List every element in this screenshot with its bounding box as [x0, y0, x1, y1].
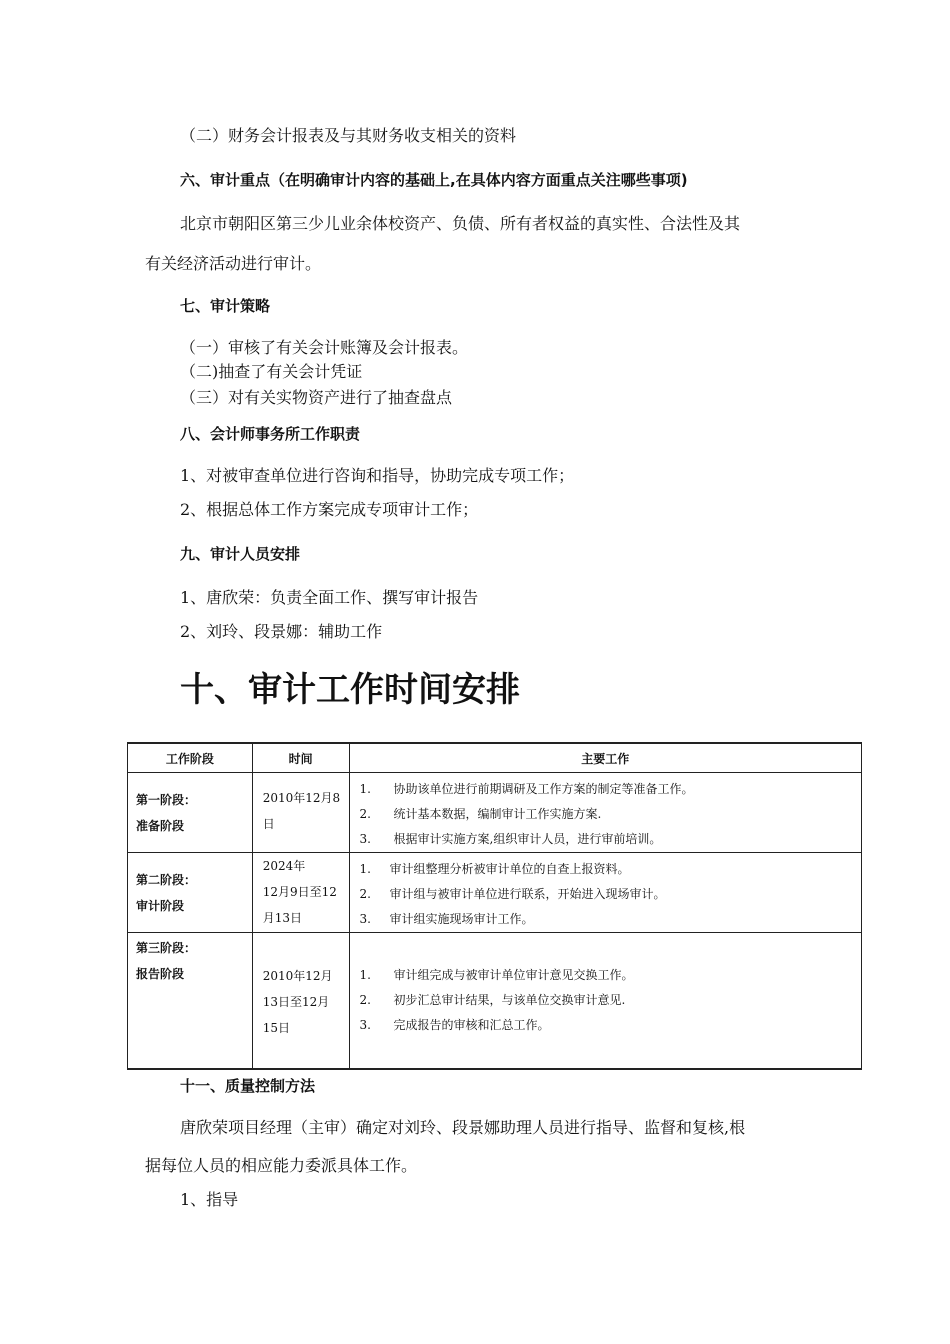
- table-row: [128, 853, 862, 933]
- item-number: 3.: [359, 1018, 371, 1032]
- time-text: 2010年12月: [262, 969, 333, 983]
- time-text: 日: [262, 817, 275, 831]
- paragraph-quality-1: 唐欣荣项目经理（主审）确定对刘玲、段景娜助理人员进行指导、监督和复核,根: [180, 1118, 746, 1137]
- duty-item-1: 1、对被审查单位进行咨询和指导，协助完成专项工作；: [180, 466, 575, 485]
- time-cell: [252, 853, 349, 933]
- item-text: 统计基本数据，编制审计工作实施方案.: [393, 807, 602, 821]
- list-item: [360, 1013, 861, 1038]
- list-item: [360, 963, 861, 988]
- stage-cell: [128, 773, 253, 853]
- item-text: 完成报告的审核和汇总工作。: [393, 1018, 550, 1032]
- time-text: 15日: [262, 1021, 290, 1035]
- heading-quality-control: 十一、质量控制方法: [180, 1077, 316, 1095]
- list-item: [360, 907, 861, 932]
- time-text: 2010年12月8: [262, 791, 341, 805]
- item-number: 3.: [359, 912, 371, 926]
- item-text: 审计组与被审计单位进行联系，开始进入现场审计。: [389, 887, 666, 901]
- schedule-table: [127, 742, 862, 1070]
- stage-label: 第二阶段：: [136, 873, 197, 887]
- work-cell: [349, 853, 861, 933]
- time-text: 13日至12月: [262, 995, 330, 1009]
- item-text: 初步汇总审计结果，与该单位交换审计意见.: [393, 993, 626, 1007]
- list-item: [360, 988, 861, 1013]
- list-item: [360, 802, 861, 827]
- heading-schedule: 十、审计工作时间安排: [180, 670, 520, 710]
- quality-item-1: 1、指导: [180, 1190, 239, 1209]
- list-item: [360, 857, 861, 882]
- time-cell: [252, 933, 349, 1069]
- duty-item-2: 2、根据总体工作方案完成专项审计工作；: [180, 500, 479, 519]
- list-item: [360, 777, 861, 802]
- table-header-row: [128, 743, 862, 773]
- paragraph-quality-2: 据每位人员的相应能力委派具体工作。: [145, 1156, 418, 1175]
- list-item: [360, 827, 861, 852]
- item-text: 协助该单位进行前期调研及工作方案的制定等准备工作。: [393, 782, 694, 796]
- stage-cell: [128, 933, 253, 1069]
- item-number: 1.: [359, 968, 371, 982]
- item-number: 1.: [359, 782, 371, 796]
- table-row: [128, 773, 862, 853]
- strategy-item-1: （一）审核了有关会计账簿及会计报表。: [180, 338, 469, 357]
- text-line-financial-reports: （二）财务会计报表及与其财务收支相关的资料: [180, 126, 517, 145]
- heading-firm-duties: 八、会计师事务所工作职责: [180, 425, 361, 443]
- item-text: 审计组整理分析被审计单位的自查上报资料。: [389, 862, 630, 876]
- time-text: 12月9日至12: [262, 885, 337, 899]
- header-main-work: 主要工作: [349, 743, 861, 773]
- heading-staff-arrangement: 九、审计人员安排: [180, 545, 301, 563]
- paragraph-audit-focus-1: 北京市朝阳区第三少儿业余体校资产、负债、所有者权益的真实性、合法性及其: [180, 214, 741, 233]
- time-text: 2024年: [262, 859, 306, 873]
- list-item: [360, 882, 861, 907]
- staff-item-1: 1、唐欣荣：负责全面工作、撰写审计报告: [180, 588, 479, 607]
- stage-name: 审计阶段: [136, 899, 185, 913]
- stage-name: 报告阶段: [136, 967, 185, 981]
- heading-audit-strategy: 七、审计策略: [180, 297, 271, 315]
- staff-item-2: 2、刘玲、段景娜：辅助工作: [180, 622, 383, 641]
- strategy-item-2: （二)抽查了有关会计凭证: [180, 362, 363, 381]
- strategy-item-3: （三）对有关实物资产进行了抽查盘点: [180, 388, 453, 407]
- header-time: 时间: [252, 743, 349, 773]
- item-number: 2.: [359, 807, 371, 821]
- time-cell: [252, 773, 349, 853]
- time-text: 月13日: [262, 911, 302, 925]
- header-stage: 工作阶段: [128, 743, 253, 773]
- item-text: 审计组完成与被审计单位审计意见交换工作。: [393, 968, 634, 982]
- item-text: 审计组实施现场审计工作。: [389, 912, 534, 926]
- item-number: 2.: [359, 993, 371, 1007]
- item-number: 1.: [359, 862, 371, 876]
- stage-name: 准备阶段: [136, 819, 185, 833]
- work-cell: [349, 773, 861, 853]
- paragraph-audit-focus-2: 有关经济活动进行审计。: [145, 254, 322, 273]
- stage-label: 第一阶段：: [136, 793, 197, 807]
- item-number: 2.: [359, 887, 371, 901]
- work-cell: [349, 933, 861, 1069]
- table-row: [128, 933, 862, 1069]
- stage-cell: [128, 853, 253, 933]
- item-text: 根据审计实施方案,组织审计人员，进行审前培训。: [393, 832, 662, 846]
- heading-audit-focus: 六、审计重点（在明确审计内容的基础上,在具体内容方面重点关注哪些事项): [180, 171, 688, 189]
- item-number: 3.: [359, 832, 371, 846]
- stage-label: 第三阶段：: [136, 941, 197, 955]
